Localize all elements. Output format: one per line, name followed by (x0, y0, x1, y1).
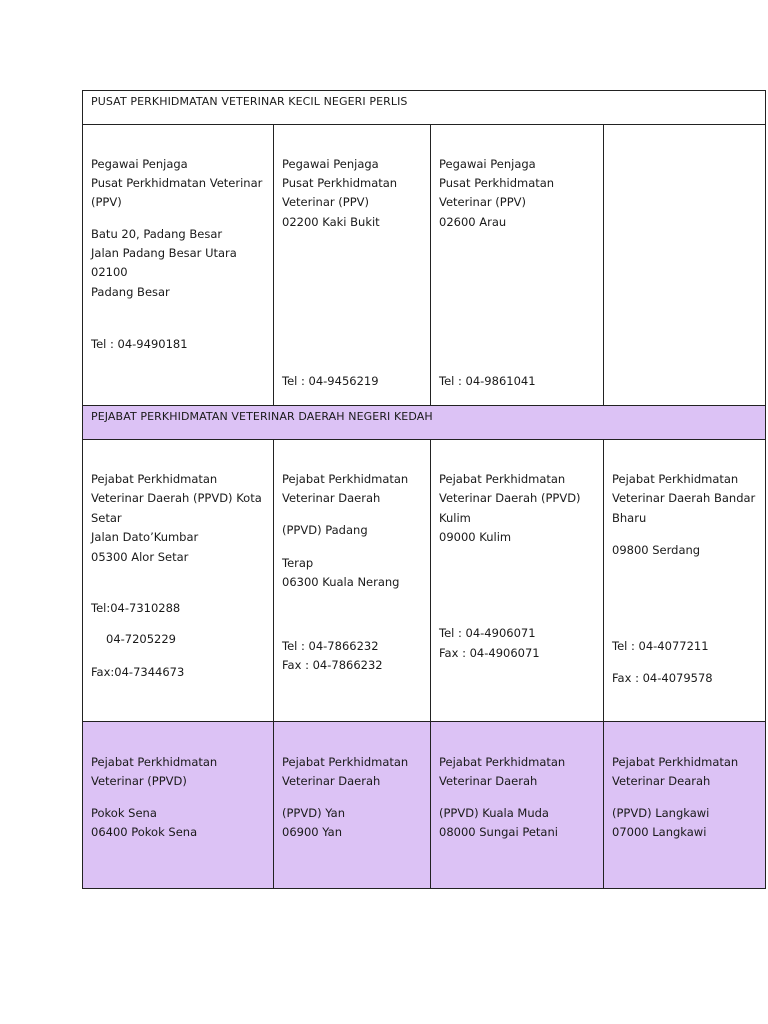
office-line: Veterinar Daerah (282, 774, 381, 788)
office-line: Pejabat Perkhidmatan (439, 755, 566, 769)
telephone-number: Tel : 04-9861041 (439, 374, 536, 388)
kedah-office-yan (273, 722, 430, 888)
perlis-office-padang-besar (83, 125, 273, 405)
office-line: (PPVD) Langkawi (612, 806, 710, 820)
telephone-number: Tel : 04-9456219 (282, 374, 379, 388)
office-line: Bharu (612, 511, 647, 525)
office-line: Pejabat Perkhidmatan (282, 472, 409, 486)
kedah-office-langkawi (603, 722, 765, 888)
address-line: 09800 Serdang (612, 543, 701, 557)
office-line: Pejabat Perkhidmatan (91, 755, 218, 769)
office-line: 02200 Kaki Bukit (282, 215, 380, 229)
kedah-office-kota-setar (83, 440, 273, 721)
office-line: Veterinar Daerah (PPVD) Kota (91, 491, 262, 505)
office-line: Kulim (439, 511, 471, 525)
address-line: 02100 (91, 265, 128, 279)
kedah-office-padang-terap (273, 440, 430, 721)
office-line: Pejabat Perkhidmatan (612, 755, 739, 769)
office-line: Pegawai Penjaga (91, 157, 188, 171)
fax-number: Fax : 04-4079578 (612, 671, 713, 685)
address-line: Jalan Dato’Kumbar (91, 530, 199, 544)
office-line: Pegawai Penjaga (282, 157, 379, 171)
kedah-office-pokok-sena (83, 722, 273, 888)
address-line: Padang Besar (91, 285, 170, 299)
address-line: 06300 Kuala Nerang (282, 575, 400, 589)
veterinary-offices-table (82, 90, 766, 889)
perlis-header-row (83, 91, 765, 125)
telephone-number: Tel : 04-4906071 (439, 626, 536, 640)
address-line: 08000 Sungai Petani (439, 825, 558, 839)
office-line: Pusat Perkhidmatan (282, 176, 398, 190)
kedah-section-title: PEJABAT PERKHIDMATAN VETERINAR DAERAH NEGERI KEDAH (91, 410, 433, 423)
office-line: Pejabat Perkhidmatan (439, 472, 566, 486)
office-line: Pegawai Penjaga (439, 157, 536, 171)
address-line: 05300 Alor Setar (91, 550, 189, 564)
office-line: Pejabat Perkhidmatan (282, 755, 409, 769)
telephone-number-2: 04-7205229 (106, 632, 176, 646)
office-line: (PPVD) Yan (282, 806, 345, 820)
kedah-offices-row-2 (83, 722, 765, 888)
office-line: (PPV) (91, 195, 122, 209)
telephone-number: Tel : 04-7866232 (282, 639, 379, 653)
office-line: (PPVD) Padang (282, 523, 368, 537)
address-line: Jalan Padang Besar Utara (91, 246, 237, 260)
perlis-offices-row (83, 125, 765, 406)
kedah-office-bandar-bharu (603, 440, 765, 721)
fax-number: Fax:04-7344673 (91, 665, 185, 679)
office-line: Veterinar Daerah (439, 774, 538, 788)
address-line: 06400 Pokok Sena (91, 825, 198, 839)
perlis-office-arau (430, 125, 603, 405)
office-line: Veterinar Daerah (PPVD) (439, 491, 581, 505)
office-line: Veterinar (PPV) (282, 195, 369, 209)
office-line: 02600 Arau (439, 215, 507, 229)
perlis-empty-cell (603, 125, 765, 405)
office-line: Veterinar Daerah (282, 491, 381, 505)
address-line: 09000 Kulim (439, 530, 512, 544)
office-line: Pusat Perkhidmatan (439, 176, 555, 190)
kedah-office-kulim (430, 440, 603, 721)
address-line: 06900 Yan (282, 825, 343, 839)
perlis-section-title: PUSAT PERKHIDMATAN VETERINAR KECIL NEGERI PERLIS (91, 95, 408, 108)
office-line: Setar (91, 511, 122, 525)
address-line: Terap (282, 556, 314, 570)
office-line: Pusat Perkhidmatan Veterinar (91, 176, 263, 190)
office-line: Pejabat Perkhidmatan (91, 472, 218, 486)
address-line: 07000 Langkawi (612, 825, 707, 839)
fax-number: Fax : 04-4906071 (439, 646, 540, 660)
office-line: Pokok Sena (91, 806, 157, 820)
kedah-header-row (83, 406, 765, 440)
telephone-number: Tel : 04-9490181 (91, 337, 188, 351)
office-line: Veterinar (PPVD) (91, 774, 187, 788)
address-line: Batu 20, Padang Besar (91, 227, 223, 241)
kedah-office-kuala-muda (430, 722, 603, 888)
fax-number: Fax : 04-7866232 (282, 658, 383, 672)
telephone-number: Tel : 04-4077211 (612, 639, 709, 653)
office-line: Veterinar Dearah (612, 774, 711, 788)
office-line: Veterinar Daerah Bandar (612, 491, 756, 505)
office-line: Pejabat Perkhidmatan (612, 472, 739, 486)
telephone-number: Tel:04-7310288 (91, 601, 181, 615)
kedah-offices-row-1 (83, 440, 765, 722)
office-line: Veterinar (PPV) (439, 195, 526, 209)
office-line: (PPVD) Kuala Muda (439, 806, 549, 820)
perlis-office-kaki-bukit (273, 125, 430, 405)
